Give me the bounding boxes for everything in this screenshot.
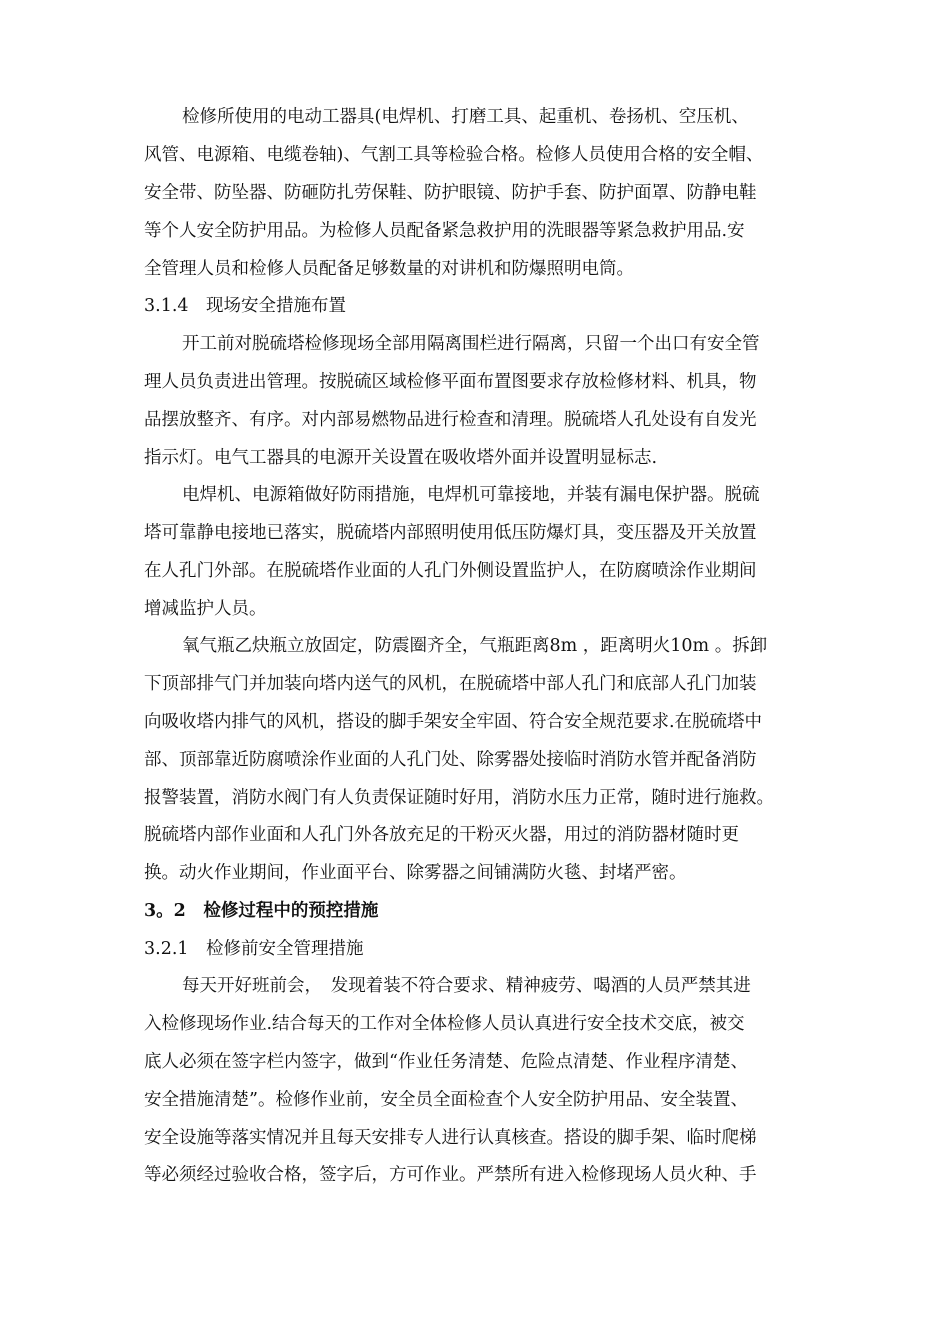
text-line: 换。动火作业期间，作业面平台、除雾器之间铺满防火毯、封堵严密。 (144, 863, 687, 883)
section-heading-3-2: 3。2 检修过程中的预控措施 (144, 901, 379, 921)
text-line: 理人员负责进出管理。按脱硫区域检修平面布置图要求存放检修材料、机具，物 (144, 372, 757, 392)
text-line: 安全设施等落实情况并且每天安排专人进行认真核查。搭设的脚手架、临时爬梯 (144, 1128, 757, 1148)
text-line: 等个人安全防护用品。为检修人员配备紧急救护用的洗眼器等紧急救护用品.安 (144, 221, 745, 241)
text-line: 在人孔门外部。在脱硫塔作业面的人孔门外侧设置监护人，在防腐喷涂作业期间 (144, 561, 757, 581)
text-line: 检修所使用的电动工器具(电焊机、打磨工具、起重机、卷扬机、空压机、 (182, 107, 749, 127)
text-line: 安全措施清楚”。检修作业前，安全员全面检查个人安全防护用品、安全装置、 (144, 1090, 748, 1110)
text-line: 报警装置，消防水阀门有人负责保证随时好用，消防水压力正常，随时进行施救。 (144, 788, 774, 808)
text-line: 塔可靠静电接地已落实，脱硫塔内部照明使用低压防爆灯具，变压器及开关放置 (144, 523, 757, 543)
section-heading-3-1-4: 3.1.4 现场安全措施布置 (144, 296, 347, 316)
text-line: 品摆放整齐、有序。对内部易燃物品进行检查和清理。脱硫塔人孔处设有自发光 (144, 410, 757, 430)
text-line: 指示灯。电气工器具的电源开关设置在吸收塔外面并设置明显标志. (144, 448, 658, 468)
text-line: 入检修现场作业.结合每天的工作对全体检修人员认真进行安全技术交底，被交 (144, 1014, 745, 1034)
text-line: 向吸收塔内排气的风机，搭设的脚手架安全牢固、符合安全规范要求.在脱硫塔中 (144, 712, 763, 732)
text-line: 每天开好班前会， 发现着装不符合要求、精神疲劳、喝酒的人员严禁其进 (182, 976, 751, 996)
text-line: 等必须经过验收合格，签字后，方可作业。严禁所有进入检修现场人员火种、手 (144, 1165, 757, 1185)
text-line: 氧气瓶乙炔瓶立放固定，防震圈齐全，气瓶距离8m ，距离明火10m 。拆卸 (182, 636, 768, 656)
section-heading-3-2-1: 3.2.1 检修前安全管理措施 (144, 939, 364, 959)
text-line: 风管、电源箱、电缆卷轴)、气割工具等检验合格。检修人员使用合格的安全帽、 (144, 145, 764, 165)
text-line: 下顶部排气门并加装向塔内送气的风机，在脱硫塔中部人孔门和底部人孔门加装 (144, 674, 757, 694)
text-line: 开工前对脱硫塔检修现场全部用隔离围栏进行隔离，只留一个出口有安全管 (182, 334, 760, 354)
text-line: 安全带、防坠器、防砸防扎劳保鞋、防护眼镜、防护手套、防护面罩、防静电鞋 (144, 183, 757, 203)
text-line: 全管理人员和检修人员配备足够数量的对讲机和防爆照明电筒。 (144, 259, 634, 279)
text-line: 部、顶部靠近防腐喷涂作业面的人孔门处、除雾器处接临时消防水管并配备消防 (144, 750, 757, 770)
text-line: 电焊机、电源箱做好防雨措施，电焊机可靠接地，并装有漏电保护器。脱硫 (182, 485, 760, 505)
text-line: 脱硫塔内部作业面和人孔门外各放充足的干粉灭火器，用过的消防器材随时更 (144, 825, 739, 845)
text-line: 底人必须在签字栏内签字，做到“作业任务清楚、危险点清楚、作业程序清楚、 (144, 1052, 748, 1072)
text-line: 增减监护人员。 (144, 599, 267, 619)
